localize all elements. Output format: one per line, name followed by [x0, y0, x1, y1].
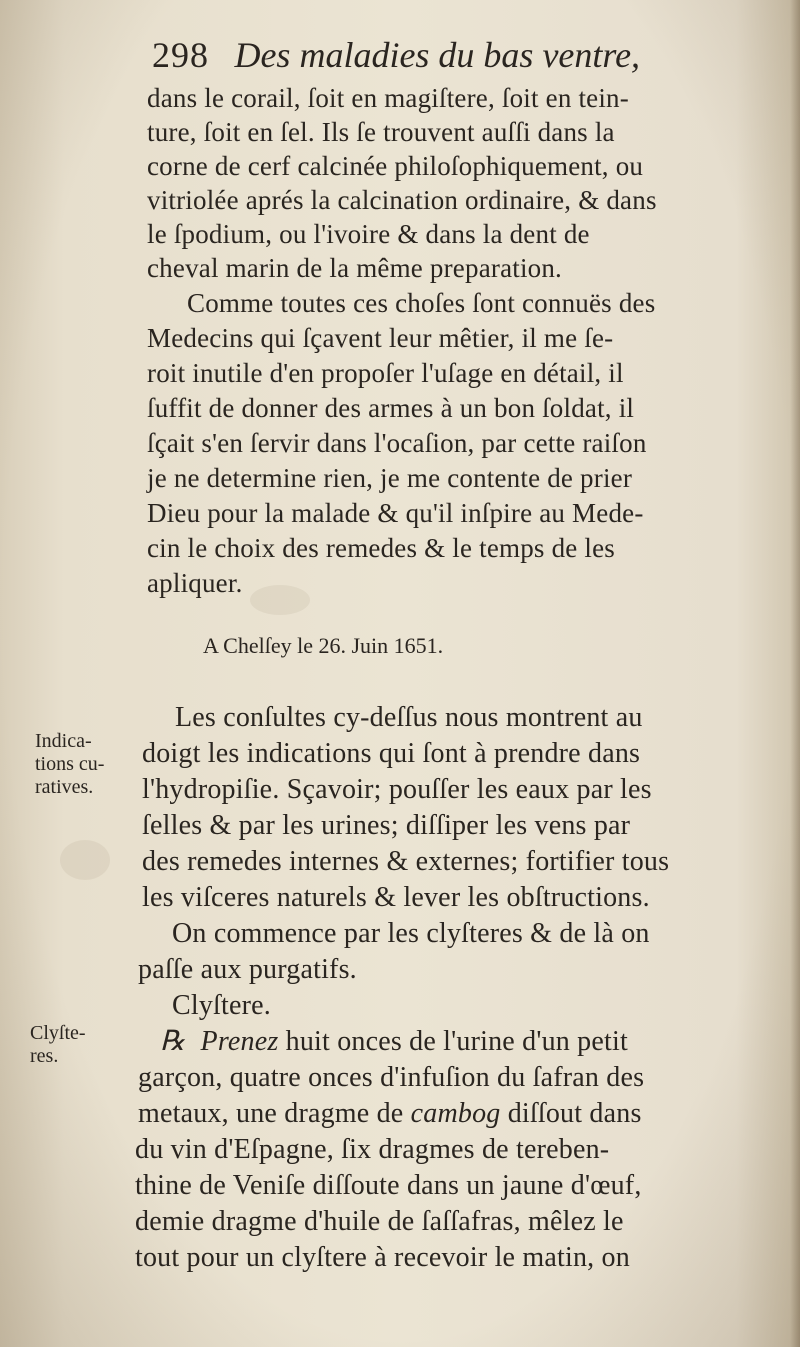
ink-smudge	[60, 840, 110, 880]
text-line: tout pour un clyſtere à recevoir le matin, on	[135, 1242, 630, 1273]
text-line: paſſe aux purgatifs.	[138, 954, 357, 985]
margin-note-line: ratives.	[35, 776, 94, 798]
ink-smudge	[250, 585, 310, 615]
margin-note-indications	[35, 730, 104, 799]
margin-note-line: Clyſte-	[30, 1022, 86, 1044]
margin-note-line: res.	[30, 1045, 59, 1067]
text-line: je ne determine rien, je me contente de prier	[147, 463, 633, 493]
recipe-symbol-icon: ℞	[160, 1026, 186, 1057]
text-line: doigt les indications qui ſont à prendre dans	[142, 738, 641, 769]
margin-note-line: Indica-	[35, 730, 92, 752]
text-line: des remedes internes & externes; fortifier tous	[142, 846, 670, 877]
italic-word-cambog: cambog	[410, 1098, 501, 1129]
section-heading: Clyſtere.	[172, 990, 271, 1021]
text-line: ture, ſoit en ſel. Ils ſe trouvent auſſi dans la	[147, 117, 615, 147]
text-segment: diſſout dans	[507, 1098, 642, 1129]
text-line: dans le corail, ſoit en magiſtere, ſoit en tein-	[147, 83, 629, 113]
page-edge-shadow	[790, 0, 800, 1347]
margin-note-clysteres	[30, 1022, 86, 1068]
recipe-first-line-rest: huit onces de l'urine d'un petit	[285, 1026, 628, 1057]
text-line: l'hydropiſie. Sçavoir; pouſſer les eaux par les	[142, 774, 652, 805]
text-line: cin le choix des remedes & le temps de les	[147, 533, 616, 563]
text-line: ſçait s'en ſervir dans l'ocaſion, par cette raiſon	[147, 428, 647, 458]
text-line: les viſceres naturels & lever les obſtructions.	[142, 882, 650, 913]
text-line: le ſpodium, ou l'ivoire & dans la dent de	[147, 219, 590, 249]
recipe-first-line	[160, 1024, 628, 1060]
text-line: Medecins qui ſçavent leur mêtier, il me ſe-	[147, 323, 614, 353]
text-line: cheval marin de la même preparation.	[147, 253, 563, 283]
page-header	[152, 30, 752, 80]
text-line: apliquer.	[147, 568, 243, 598]
text-segment: metaux, une dragme de	[138, 1098, 404, 1129]
text-line: ſuffit de donner des armes à un bon ſoldat, il	[147, 393, 635, 423]
margin-note-line: tions cu-	[35, 753, 105, 775]
text-line: ſelles & par les urines; diſſiper les vens par	[142, 810, 631, 841]
text-line: vitriolée aprés la calcination ordinaire, & dans	[147, 185, 657, 215]
text-line: thine de Veniſe diſſoute dans un jaune d'œuf,	[135, 1170, 642, 1201]
page-number: 298	[152, 35, 209, 75]
recipe-first-word: Prenez	[200, 1026, 279, 1057]
text-line: On commence par les clyſteres & de là on	[172, 918, 650, 949]
running-title: Des maladies du bas ventre,	[234, 35, 641, 75]
text-line: Les conſultes cy-deſſus nous montrent au	[175, 702, 643, 733]
text-line: garçon, quatre onces d'infuſion du ſafran des	[138, 1062, 645, 1093]
text-line: corne de cerf calcinée philoſophiquement, ou	[147, 151, 644, 181]
text-line: Dieu pour la malade & qu'il inſpire au Mede-	[147, 498, 644, 528]
text-line	[138, 1096, 642, 1132]
text-line: Comme toutes ces choſes ſont connuës des	[187, 288, 656, 318]
text-line: roit inutile d'en propoſer l'uſage en détail, il	[147, 358, 624, 388]
text-line: du vin d'Eſpagne, ſix dragmes de tereben-	[135, 1134, 610, 1165]
text-line: demie dragme d'huile de ſaſſafras, mêlez le	[135, 1206, 624, 1237]
date-line: A Chelſey le 26. Juin 1651.	[203, 633, 444, 658]
